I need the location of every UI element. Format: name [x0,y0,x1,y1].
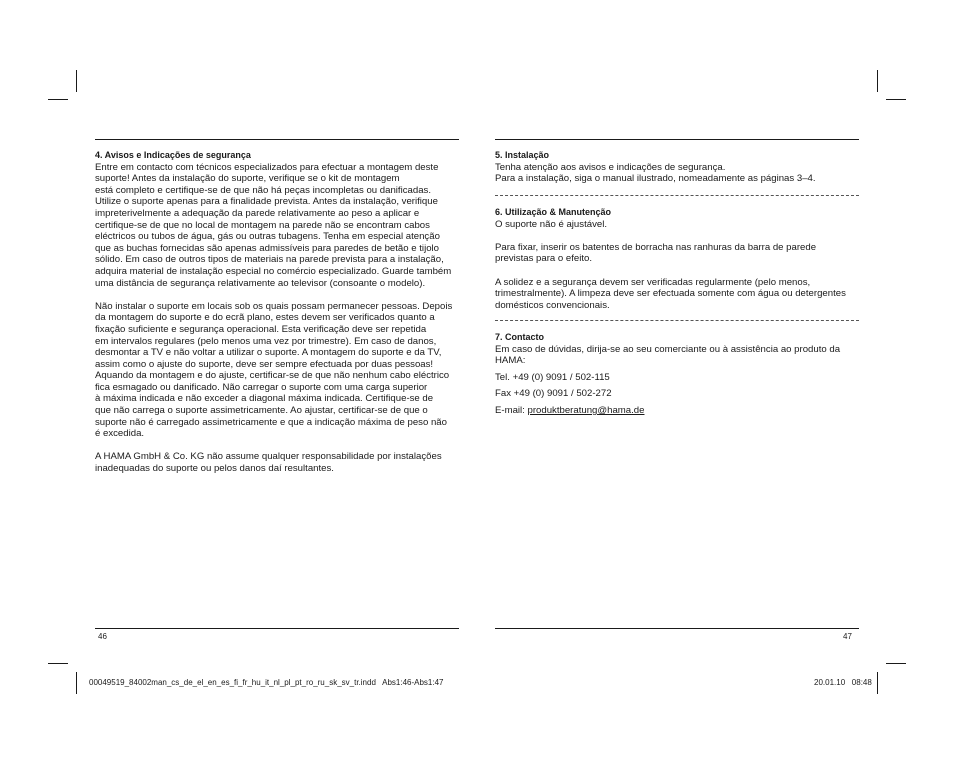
section-6-heading: 6. Utilização & Manutenção [495,207,612,217]
section-6-text-3: A solidez e a segurança devem ser verificadas regularmente (pelo menos, trimestralmente). A limpeza deve ser efectuada somente com água ou detergentes domésticos convencionais. [495,276,846,311]
right-bottom-rule [495,628,859,629]
fax-line: Fax +49 (0) 9091 / 502-272 [495,388,612,400]
tel-line: Tel. +49 (0) 9091 / 502-115 [495,371,610,383]
email-line [495,405,865,417]
section-6-text-1: O suporte não é ajustável. [495,218,607,230]
section-5-heading: 5. Instalação [495,150,550,160]
right-top-rule [495,139,859,140]
page-number-right: 47 [843,632,852,641]
date-time: 20.01.10 08:48 [814,678,872,687]
crop-mark [877,70,878,92]
section-4-paragraph-1: Entre em contacto com técnicos especializados para efectuar a montagem deste suporte! Antes da instalação do suporte, verifique se o kit de montagem está completo e certifique-se de que não há peças incompletas ou danificadas. Utilize o suporte apenas para a finalidade prevista. Antes da instalação, verifique impreterivelmente a adequação da parede relativamente ao peso a aplicar e certifique-se de que no local de montagem na parede não se encontram cabos eléctricos ou tubos de água, gás ou outras tubagens. Tenha em especial atenção que as buchas fornecidas são apenas admissíveis para paredes de betão e tijolo sólido. Em caso de outros tipos de materiais na parede prevista para a instalação, adquira material de instalação especial no comércio especializado. Guarde também uma distância de segurança relativamente ao televisor (consoante o modelo). [95,161,452,289]
divider-2 [495,320,859,321]
divider-1 [495,195,859,196]
section-6 [495,207,865,311]
section-4-heading: 4. Avisos e Indicações de segurança [95,150,251,160]
file-info: 00049519_84002man_cs_de_el_en_es_fi_fr_hu_it_nl_pl_pt_ro_ru_sk_sv_tr.indd Abs1:46-Abs1:47 [89,678,444,687]
email-label: E-mail: [495,404,528,416]
crop-mark [886,663,906,664]
crop-mark [48,663,68,664]
email-link[interactable]: produktberatung@hama.de [527,404,645,416]
section-7-text: Em caso de dúvidas, dirija-se ao seu comerciante ou à assistência ao produto da HAMA: [495,343,841,367]
left-bottom-rule [95,628,459,629]
left-top-rule [95,139,459,140]
crop-mark [48,99,68,100]
crop-mark [877,672,878,694]
section-4-paragraph-3: A HAMA GmbH & Co. KG não assume qualquer responsabilidade por instalações inadequadas do suporte ou pelos danos daí resultantes. [95,451,442,475]
crop-mark [886,99,906,100]
crop-mark [76,70,77,92]
page-number-left: 46 [98,632,107,641]
section-5-text: Tenha atenção aos avisos e indicações de segurança. Para a instalação, siga o manual ilustrado, nomeadamente as páginas 3–4. [495,161,816,185]
section-7-heading: 7. Contacto [495,332,545,342]
right-column [495,150,865,185]
crop-mark [76,672,77,694]
section-4-paragraph-2: Não instalar o suporte em locais sob os quais possam permanecer pessoas. Depois da montagem do suporte e do ecrã plano, estes devem ser verificados quanto a fixação suficiente e segurança operacional. Esta verificação deve ser repetida em intervalos regulares (pelo menos uma vez por trimestre). Em caso de danos, desmontar a TV e não voltar a utilizar o suporte. A montagem do suporte e da TV, assim como o ajuste do suporte, deve ser sempre efectuada por duas pessoas! Aquando da montagem e do ajuste, certificar-se de que não nenhum cabo eléctrico fica esmagado ou danificado. Não carregar o suporte com uma carga superior à máxima indicada e não exceder a diagonal máxima indicada. Certifique-se de que não carrega o suporte assimetricamente. Ao ajustar, certificar-se de que o suporte não é carregado assimetricamente e que a indicação máxima de peso não é excedida. [95,300,453,440]
left-column [95,150,465,475]
section-6-text-2: Para fixar, inserir os batentes de borracha nas ranhuras da barra de parede previstas para o efeito. [495,241,817,265]
section-7 [495,332,865,417]
